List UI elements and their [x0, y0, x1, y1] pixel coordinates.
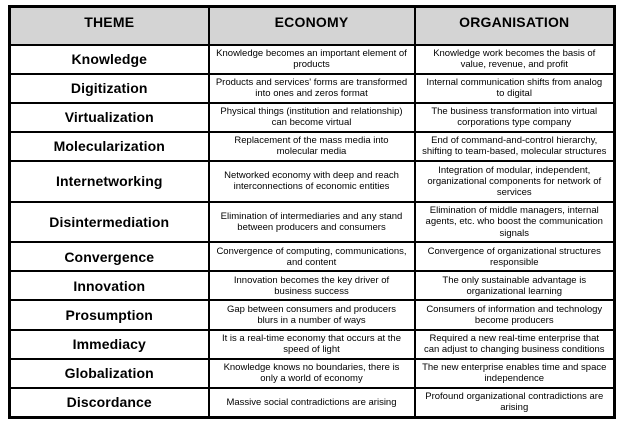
organisation-cell: The business transformation into virtual corporations type company	[415, 103, 615, 132]
economy-cell: Replacement of the mass media into molecular media	[209, 132, 415, 161]
economy-cell: Gap between consumers and producers blurs in a number of ways	[209, 300, 415, 329]
theme-cell: Discordance	[10, 388, 209, 418]
theme-cell: Prosumption	[10, 300, 209, 329]
header-theme: THEME	[10, 7, 209, 45]
table-row	[10, 161, 615, 202]
header-row	[10, 7, 615, 45]
themes-table-container	[8, 5, 613, 419]
theme-cell: Globalization	[10, 359, 209, 388]
organisation-cell: Consumers of information and technology become producers	[415, 300, 615, 329]
organisation-cell: Knowledge work becomes the basis of value, revenue, and profit	[415, 45, 615, 74]
table-row	[10, 330, 615, 359]
table-row	[10, 103, 615, 132]
organisation-cell: Required a new real-time enterprise that can adjust to changing business conditions	[415, 330, 615, 359]
table-row	[10, 271, 615, 300]
economy-cell: Innovation becomes the key driver of business success	[209, 271, 415, 300]
organisation-cell: Integration of modular, independent, organizational components for network of services	[415, 161, 615, 202]
header-organisation: ORGANISATION	[415, 7, 615, 45]
economy-cell: Physical things (institution and relationship) can become virtual	[209, 103, 415, 132]
header-economy: ECONOMY	[209, 7, 415, 45]
theme-cell: Molecularization	[10, 132, 209, 161]
economy-cell: Networked economy with deep and reach interconnections of economic entities	[209, 161, 415, 202]
theme-cell: Convergence	[10, 242, 209, 271]
theme-cell: Digitization	[10, 74, 209, 103]
organisation-cell: Convergence of organizational structures responsible	[415, 242, 615, 271]
table-row	[10, 388, 615, 418]
organisation-cell: The only sustainable advantage is organizational learning	[415, 271, 615, 300]
theme-cell: Virtualization	[10, 103, 209, 132]
theme-cell: Internetworking	[10, 161, 209, 202]
table-body	[10, 45, 615, 418]
theme-cell: Innovation	[10, 271, 209, 300]
economy-cell: Knowledge knows no boundaries, there is only a world of economy	[209, 359, 415, 388]
organisation-cell: End of command-and-control hierarchy, shifting to team-based, molecular structures	[415, 132, 615, 161]
theme-cell: Knowledge	[10, 45, 209, 74]
economy-cell: Knowledge becomes an important element of products	[209, 45, 415, 74]
economy-cell: Convergence of computing, communications, and content	[209, 242, 415, 271]
theme-cell: Disintermediation	[10, 202, 209, 243]
organisation-cell: Profound organizational contradictions are arising	[415, 388, 615, 418]
organisation-cell: Internal communication shifts from analog to digital	[415, 74, 615, 103]
organisation-cell: Elimination of middle managers, internal agents, etc. who boost the communication signals	[415, 202, 615, 243]
theme-cell: Immediacy	[10, 330, 209, 359]
table-row	[10, 242, 615, 271]
table-row	[10, 359, 615, 388]
table-row	[10, 45, 615, 74]
organisation-cell: The new enterprise enables time and space independence	[415, 359, 615, 388]
table-row	[10, 202, 615, 243]
table-row	[10, 300, 615, 329]
table-row	[10, 132, 615, 161]
economy-cell: Elimination of intermediaries and any stand between producers and consumers	[209, 202, 415, 243]
table-header	[10, 7, 615, 45]
table-row	[10, 74, 615, 103]
economy-cell: Massive social contradictions are arising	[209, 388, 415, 418]
economy-cell: Products and services' forms are transformed into ones and zeros format	[209, 74, 415, 103]
economy-cell: It is a real-time economy that occurs at the speed of light	[209, 330, 415, 359]
themes-table	[8, 5, 616, 419]
